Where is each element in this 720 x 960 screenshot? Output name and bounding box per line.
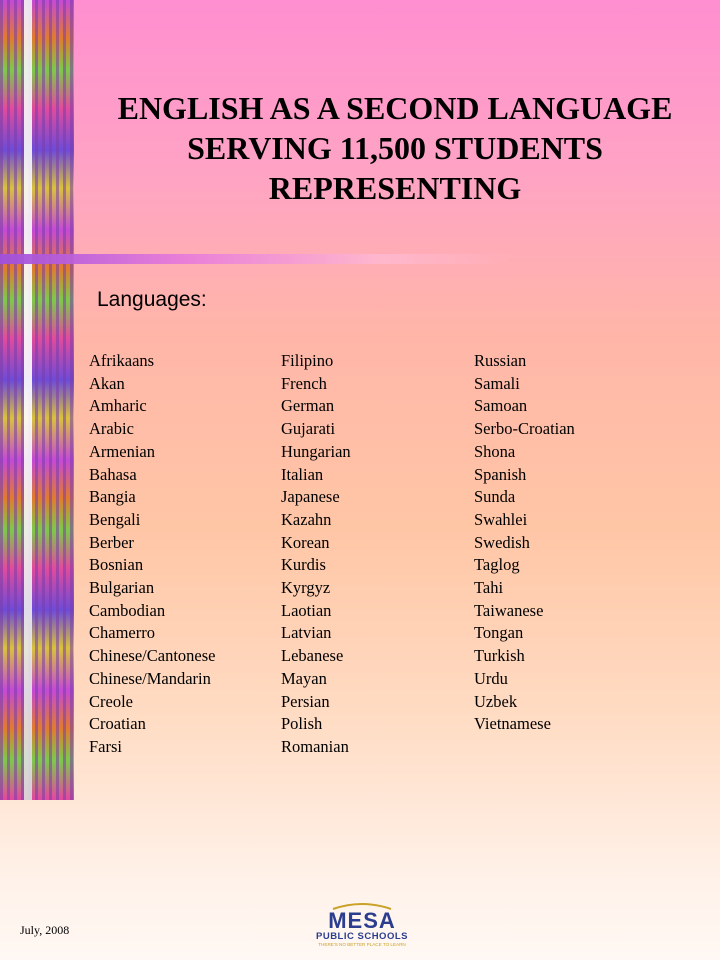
decorative-divider-bar [0,254,510,264]
language-item: Chinese/Mandarin [89,668,211,688]
language-item: Bahasa [89,464,137,484]
language-item: Cambodian [89,600,166,620]
language-item: Sunda [474,487,516,507]
language-item: Korean [281,532,330,552]
logo-subtitle: PUBLIC SCHOOLS [316,931,408,942]
logo-tagline: THERE'S NO BETTER PLACE TO LEARN [318,942,406,947]
language-item: Bulgarian [89,578,155,598]
language-item: Samoan [474,396,528,416]
language-item: Hungarian [281,441,351,461]
language-item: Samali [474,373,520,393]
language-item: Arabic [89,419,134,439]
language-item: Bangia [89,487,136,507]
language-item: Filipino [281,351,334,370]
language-item: Tongan [474,623,524,643]
language-item: Kazahn [281,509,332,529]
language-item: Chinese/Cantonese [89,646,216,666]
mesa-public-schools-logo [303,900,421,948]
language-item: Tahi [474,578,504,598]
language-item: Kurdis [281,555,326,575]
language-item: Akan [89,373,125,393]
language-column-2 [281,350,351,759]
language-item: Taglog [474,555,520,575]
language-item: Taiwanese [474,600,544,620]
title-line-3: REPRESENTING [268,170,522,206]
language-item: Turkish [474,646,525,666]
language-item: Latvian [281,623,332,643]
language-column-1 [89,350,215,759]
language-item: Lebanese [281,646,344,666]
logo-name: MESA [328,908,396,933]
footer-date: July, 2008 [20,923,70,937]
language-item: Gujarati [281,419,336,439]
language-item: Swahlei [474,509,528,529]
language-item: Italian [281,464,324,484]
language-item: Spanish [474,464,527,484]
language-item: Amharic [89,396,147,416]
language-item: Swedish [474,532,530,552]
language-item: Persian [281,691,330,711]
language-item: Kyrgyz [281,578,331,598]
title-line-2: SERVING 11,500 STUDENTS [187,130,603,166]
language-item: Afrikaans [89,351,155,370]
language-item: Bosnian [89,555,144,575]
language-item: Croatian [89,714,146,734]
language-item: French [281,373,327,393]
slide-title [100,88,690,208]
language-item: Japanese [281,487,340,507]
language-item: Vietnamese [474,714,551,734]
language-column-3 [474,350,575,736]
language-item: Bengali [89,509,141,529]
language-item: Serbo-Croatian [474,419,575,439]
language-item: Mayan [281,668,327,688]
language-item: Uzbek [474,691,518,711]
language-item: Polish [281,714,323,734]
language-item: Shona [474,441,516,461]
decorative-stripes [0,0,74,800]
language-item: Creole [89,691,133,711]
language-item: Farsi [89,736,122,756]
language-item: Urdu [474,668,508,688]
language-item: Berber [89,532,134,552]
decorative-rail [24,0,32,800]
language-item: Laotian [281,600,332,620]
language-item: Chamerro [89,623,155,643]
title-line-1: ENGLISH AS A SECOND LANGUAGE [117,90,673,126]
language-item: German [281,396,335,416]
language-item: Armenian [89,441,155,461]
languages-label: Languages: [97,288,207,311]
language-item: Romanian [281,736,349,756]
language-item: Russian [474,351,527,370]
